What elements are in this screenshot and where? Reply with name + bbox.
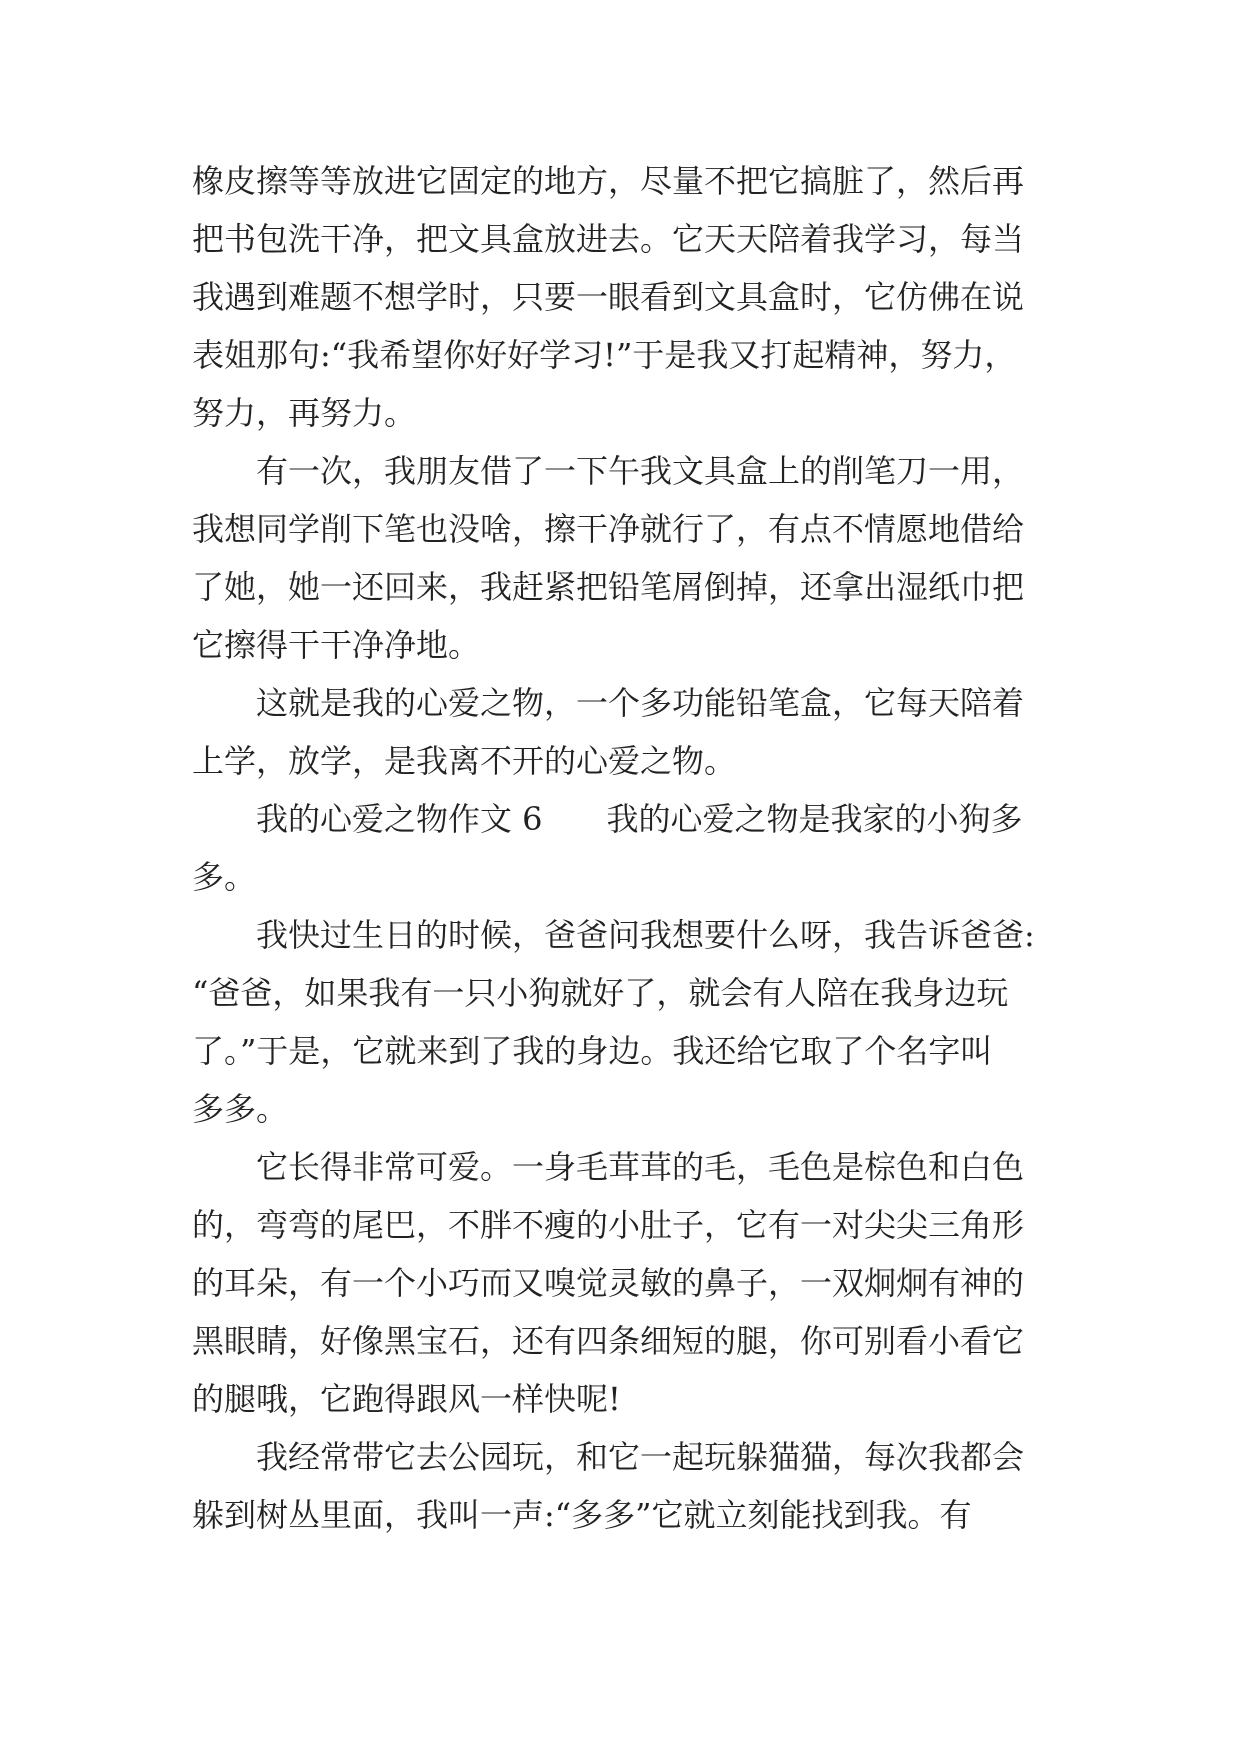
text-line: 有一次，我朋友借了一下午我文具盒上的削笔刀一用， xyxy=(256,452,1025,490)
text-line: 的，弯弯的尾巴，不胖不瘦的小肚子，它有一对尖尖三角形 xyxy=(192,1206,1025,1244)
text-line: 了。”于是，它就来到了我的身边。我还给它取了个名字叫 xyxy=(192,1032,993,1070)
text-line: 它擦得干干净净地。 xyxy=(192,626,481,664)
text-line: 它长得非常可爱。一身毛茸茸的毛，毛色是棕色和白色 xyxy=(256,1148,1025,1186)
text-line: 把书包洗干净，把文具盒放进去。它天天陪着我学习，每当 xyxy=(192,220,1025,258)
text-line: “爸爸，如果我有一只小狗就好了，就会有人陪在我身边玩 xyxy=(192,974,1009,1012)
text-line: 的耳朵，有一个小巧而又嗅觉灵敏的鼻子，一双炯炯有神的 xyxy=(192,1264,1025,1302)
text-line: 我遇到难题不想学时，只要一眼看到文具盒时，它仿佛在说 xyxy=(192,278,1025,316)
text-line: 我快过生日的时候，爸爸问我想要什么呀，我告诉爸爸: xyxy=(256,916,1035,954)
text-line: 表姐那句:“我希望你好好学习!”于是我又打起精神，努力， xyxy=(192,336,1017,374)
text-line: 多多。 xyxy=(192,1090,289,1128)
essay-text xyxy=(192,152,1056,1544)
text-line: 了她，她一还回来，我赶紧把铅笔屑倒掉，还拿出湿纸巾把 xyxy=(192,568,1025,606)
text-line: 我经常带它去公园玩，和它一起玩躲猫猫，每次我都会 xyxy=(256,1438,1025,1476)
text-line: 努力，再努力。 xyxy=(192,394,417,432)
text-line: 的腿哦，它跑得跟风一样快呢! xyxy=(192,1380,621,1418)
text-line: 黑眼睛，好像黑宝石，还有四条细短的腿，你可别看小看它 xyxy=(192,1322,1025,1360)
text-line: 橡皮擦等等放进它固定的地方，尽量不把它搞脏了，然后再 xyxy=(192,162,1025,200)
text-line: 我的心爱之物作文 6 我的心爱之物是我家的小狗多 xyxy=(256,800,1023,838)
text-line: 这就是我的心爱之物，一个多功能铅笔盒，它每天陪着 xyxy=(256,684,1025,722)
text-line: 躲到树丛里面，我叫一声:“多多”它就立刻能找到我。有 xyxy=(192,1496,972,1534)
text-line: 上学，放学，是我离不开的心爱之物。 xyxy=(192,742,737,780)
text-line: 多。 xyxy=(192,858,257,896)
text-line: 我想同学削下笔也没啥，擦干净就行了，有点不情愿地借给 xyxy=(192,510,1025,548)
